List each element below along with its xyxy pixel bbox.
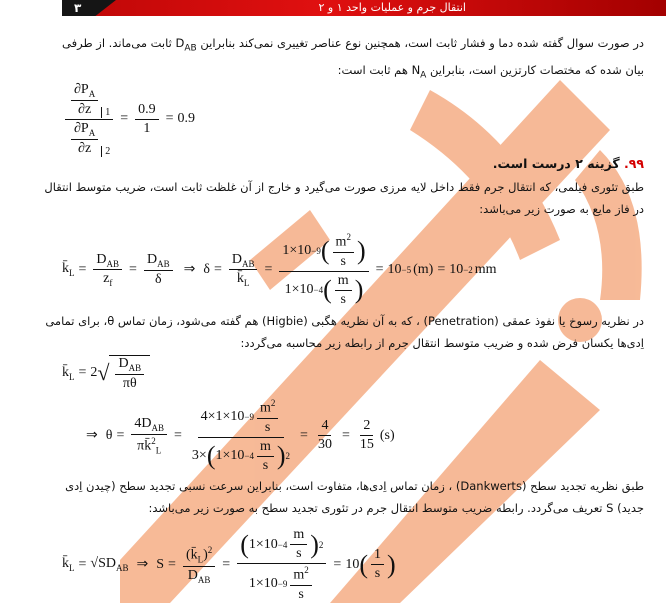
- paragraph-4: طبق نظریه تجدید سطح (Dankwerts) ، زمان تماس اِدی‌ها، متفاوت است، بنابراین سرعت نسبی تجدید سطح (چیدن اِدی جدید) S تعریف می‌گردد. رابطه ضریب متوسط انتقال جرم در تئوری تجدید سطح به صورت زیر می‌باشد:: [65, 479, 644, 515]
- equation-5: $k̄_L$ = $√SD_{AB}$ ⇒ S = $\frac{(k̄_L)^2}{D_{AB}}$ = ( 1×10 −4 $\frac{m}{s}$ ) 2 1×10 −9 $\frac{m^2}{s}$ = 10 ( $\frac{1}{s}$ ): [62, 527, 396, 602]
- paragraph-1: در صورت سوال گفته شده دما و فشار ثابت است، همچنین نوع عناصر تغییری نمی‌کند بنابراین $D_{AB}$ ثابت می‌ماند. از طرفی بیان شده که مختصات کارتزین است، بنابراین $N_A$ هم ثابت است:: [62, 36, 644, 81]
- question-heading: ۹۹. گزینه ۲ درست است.: [492, 156, 644, 171]
- equation-4: ⇒ θ = $\frac{4D_{AB}}{\pi k̄^2_L}$ = 4×1×10 −9 $\frac{m^2}{s}$ 3× ( 1×10 −4 $\frac{m}{s}$ ) 2 = $\frac{4}{30}$ = $\frac{2}{15}$ (s): [86, 398, 395, 473]
- paragraph-3: در نظریه رسوخ یا نفوذ عمقی (Penetration) ، که به آن نظریه هگبی (Higbie) هم گفته می‌شود، زمان تماس θ، برای تمامی اِدی‌ها یکسان فرض شده و ضریب متوسط انتقال جرم از رابطه زیر محاسبه می‌گردد:: [45, 314, 644, 350]
- equation-2: $k̄_L$ = $\frac{D_{AB}}{z_f}$ = $\frac{D_{AB}}{\delta}$ ⇒ δ = $\frac{D_{AB}}{k̄_L}$ = 1×10 −9 ( $\frac{m^2}{s}$ ) 1×10 −4 ( $\frac{m}{s}$ ) = 10 −5 (m) = 10 −2 mm: [62, 232, 497, 307]
- equation-3: $k̄_L$ = 2 √ $\frac{D_{AB}}{\pi\theta}$: [62, 355, 150, 392]
- question-number: ۹۹.: [623, 156, 644, 171]
- page-number: ۳: [74, 1, 82, 15]
- header-title: انتقال جرم و عملیات واحد ۱ و ۲: [318, 1, 466, 14]
- paragraph-2: طبق تئوری فیلمی، که انتقال جرم فقط داخل لایه مرزی صورت می‌گیرد و خارج از آن غلظت ثابت است، ضریب متوسط انتقال در فاز مایع به صورت زیر می‌باشد:: [44, 180, 644, 216]
- equation-1: $\frac{\partial P_A}{\partial z}$ 1 $\frac{\partial P_A}{\partial z}$ 2 = $\frac{0.9}{1}$ = 0.9: [62, 82, 195, 157]
- eq1-ratio: $\frac{\partial P_A}{\partial z}$ 1 $\frac{\partial P_A}{\partial z}$ 2: [65, 82, 113, 157]
